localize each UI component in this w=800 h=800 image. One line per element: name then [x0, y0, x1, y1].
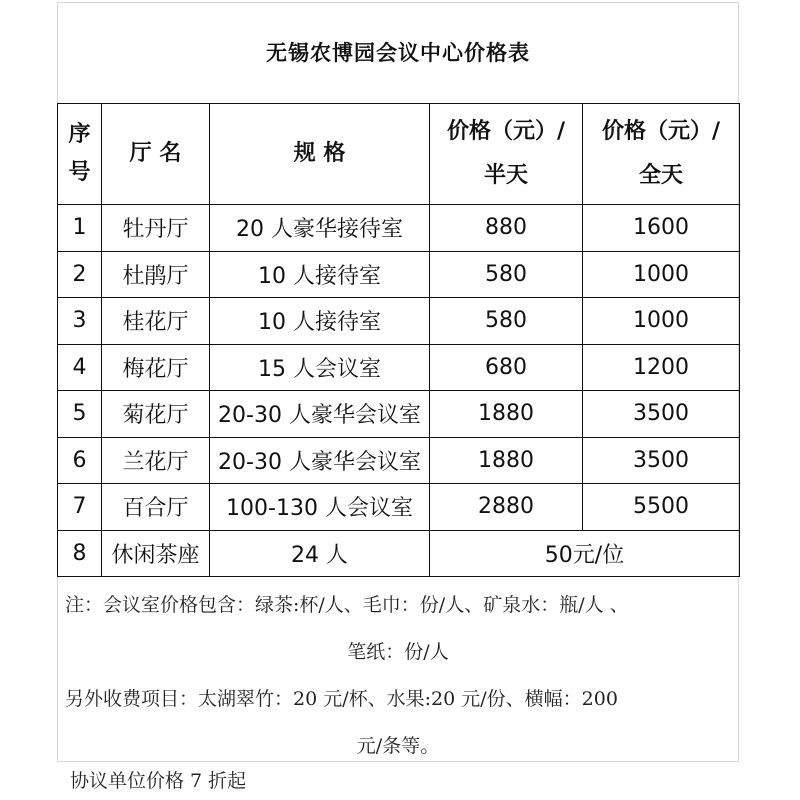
cell-no: 7	[58, 484, 102, 531]
cell-full-price: 1200	[583, 344, 740, 391]
note-extra-line2: 元/条等。	[356, 735, 440, 757]
cell-spec: 20-30 人豪华会议室	[210, 437, 430, 484]
note-extra-line1: 另外收费项目：太湖翠竹：20 元/杯、水果:20 元/份、横幅：200	[65, 688, 618, 710]
cell-hall-name: 兰花厅	[102, 437, 210, 484]
header-no-line2: 号	[68, 160, 91, 185]
header-full-line1: 价格（元）/	[601, 119, 721, 144]
cell-full-price: 3500	[583, 437, 740, 484]
cell-hall-name: 梅花厅	[102, 344, 210, 391]
header-full-day	[583, 104, 740, 205]
header-half-line1: 价格（元）/	[446, 119, 566, 144]
cell-per-person-price: 50元/位	[430, 530, 740, 577]
cell-hall-name: 牡丹厅	[102, 205, 210, 252]
cell-no: 4	[58, 344, 102, 391]
cell-hall-name: 菊花厅	[102, 391, 210, 438]
header-full-line2: 全天	[638, 163, 683, 188]
header-half-line2: 半天	[483, 163, 528, 188]
cell-spec: 10 人接待室	[210, 251, 430, 298]
cell-full-price: 1600	[583, 205, 740, 252]
table-header-row	[58, 104, 740, 205]
cell-half-price: 2880	[430, 484, 583, 531]
cell-half-price: 1880	[430, 437, 583, 484]
cell-hall-name: 杜鹃厅	[102, 251, 210, 298]
table-row	[58, 344, 740, 391]
note-included-line1: 注：会议室价格包含：绿茶:杯/人、毛巾：份/人、矿泉水：瓶/人 、	[65, 594, 629, 616]
cell-full-price: 3500	[583, 391, 740, 438]
cell-hall-name: 休闲茶座	[102, 530, 210, 577]
cell-half-price: 1880	[430, 391, 583, 438]
table-row	[58, 391, 740, 438]
table-row	[58, 298, 740, 345]
cell-spec: 20-30 人豪华会议室	[210, 391, 430, 438]
cell-no: 3	[58, 298, 102, 345]
table-row	[58, 437, 740, 484]
cell-full-price: 1000	[583, 298, 740, 345]
header-no-line1: 序	[68, 122, 91, 147]
cell-hall-name: 桂花厅	[102, 298, 210, 345]
cell-no: 1	[58, 205, 102, 252]
cell-spec: 10 人接待室	[210, 298, 430, 345]
page-title: 无锡农博园会议中心价格表	[266, 41, 530, 65]
header-no	[58, 104, 102, 205]
cell-full-price: 5500	[583, 484, 740, 531]
cell-half-price: 580	[430, 298, 583, 345]
price-table	[57, 103, 740, 577]
footer-discount-note: 协议单位价格 7 折起	[70, 770, 247, 792]
cell-no: 8	[58, 530, 102, 577]
header-half-day	[430, 104, 583, 205]
cell-no: 2	[58, 251, 102, 298]
cell-hall-name: 百合厅	[102, 484, 210, 531]
table-row	[58, 205, 740, 252]
cell-half-price: 680	[430, 344, 583, 391]
cell-spec: 24 人	[210, 530, 430, 577]
cell-no: 6	[58, 437, 102, 484]
notes-section	[57, 582, 739, 770]
cell-no: 5	[58, 391, 102, 438]
cell-spec: 15 人会议室	[210, 344, 430, 391]
table-row	[58, 251, 740, 298]
table-row	[58, 484, 740, 531]
cell-half-price: 580	[430, 251, 583, 298]
cell-spec: 20 人豪华接待室	[210, 205, 430, 252]
note-included-line2: 笔纸：份/人	[347, 641, 449, 663]
cell-full-price: 1000	[583, 251, 740, 298]
header-name: 厅 名	[102, 104, 210, 205]
cell-spec: 100-130 人会议室	[210, 484, 430, 531]
header-spec: 规 格	[210, 104, 430, 205]
cell-half-price: 880	[430, 205, 583, 252]
table-row-tea-lounge	[58, 530, 740, 577]
